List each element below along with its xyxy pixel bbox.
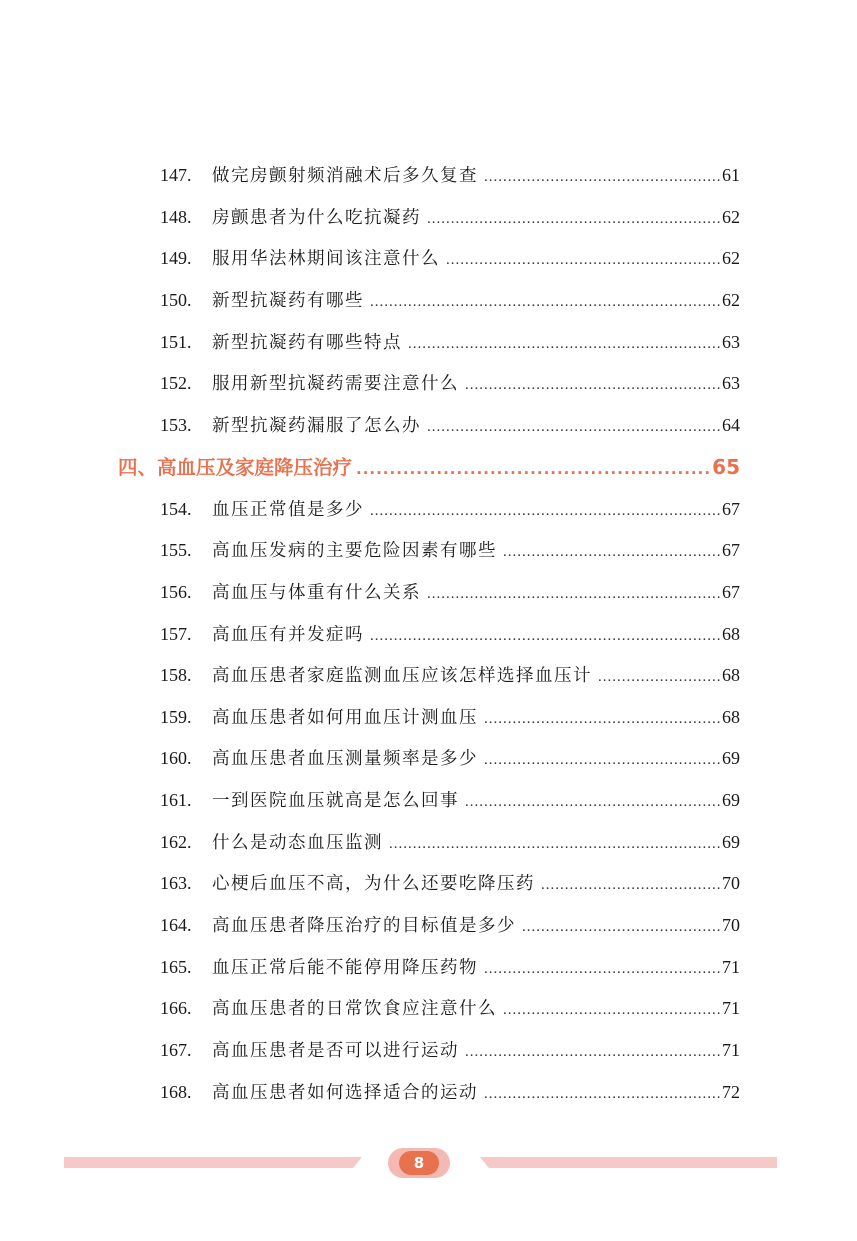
- entry-page: 71: [722, 957, 740, 977]
- leader-dots: [370, 294, 720, 311]
- leader-dots: [541, 877, 720, 894]
- entry-page: 64: [722, 415, 740, 435]
- section-page: 65: [712, 455, 740, 479]
- entry-title: 心梗后血压不高，为什么还要吃降压药: [212, 874, 535, 894]
- section-title: 四、高血压及家庭降压治疗: [118, 456, 353, 479]
- entry-page: 69: [722, 790, 740, 810]
- leader-dots: [389, 836, 720, 853]
- entry-number: 154.: [160, 499, 192, 519]
- entry-number: 152.: [160, 373, 192, 393]
- entry-page: 67: [722, 540, 740, 560]
- entry-page: 71: [722, 998, 740, 1018]
- entry-title: 服用华法林期间该注意什么: [212, 249, 440, 269]
- entry-number: 157.: [160, 624, 192, 644]
- leader-dots: [598, 669, 720, 686]
- leader-dots: [484, 752, 720, 769]
- entry-page: 67: [722, 499, 740, 519]
- leader-dots: [465, 1044, 720, 1061]
- entry-page: 68: [722, 665, 740, 685]
- entry-title: 高血压患者血压测量频率是多少: [212, 749, 478, 769]
- leader-dots: [484, 961, 720, 978]
- entry-page: 63: [722, 373, 740, 393]
- entry-title: 高血压患者如何用血压计测血压: [212, 708, 478, 728]
- toc-entry[interactable]: [160, 995, 740, 1025]
- entry-title: 高血压患者如何选择适合的运动: [212, 1083, 478, 1103]
- entry-number: 151.: [160, 332, 192, 352]
- entry-page: 70: [722, 873, 740, 893]
- entry-title: 新型抗凝药漏服了怎么办: [212, 416, 421, 436]
- footer-decor-bar-right: [480, 1157, 777, 1168]
- entry-page: 68: [722, 707, 740, 727]
- leader-dots: [503, 544, 720, 561]
- toc-entry[interactable]: [160, 745, 740, 775]
- entry-page: 63: [722, 332, 740, 352]
- entry-number: 153.: [160, 415, 192, 435]
- toc-entry[interactable]: [160, 579, 740, 609]
- entry-title: 做完房颤射频消融术后多久复查: [212, 166, 478, 186]
- leader-dots: [356, 460, 710, 478]
- page-number-badge: [388, 1148, 450, 1178]
- entry-title: 什么是动态血压监测: [212, 833, 383, 853]
- leader-dots: [370, 503, 720, 520]
- entry-number: 162.: [160, 832, 192, 852]
- leader-dots: [484, 1086, 720, 1103]
- entry-number: 163.: [160, 873, 192, 893]
- entry-number: 161.: [160, 790, 192, 810]
- entry-number: 164.: [160, 915, 192, 935]
- leader-dots: [427, 419, 720, 436]
- toc-entry[interactable]: [160, 912, 740, 942]
- entry-number: 155.: [160, 540, 192, 560]
- entry-page: 68: [722, 624, 740, 644]
- toc-entry[interactable]: [160, 1037, 740, 1067]
- leader-dots: [465, 794, 720, 811]
- entry-number: 165.: [160, 957, 192, 977]
- entry-page: 69: [722, 748, 740, 768]
- toc-entry[interactable]: [160, 787, 740, 817]
- toc-entry[interactable]: [160, 287, 740, 317]
- entry-title: 高血压患者的日常饮食应注意什么: [212, 999, 497, 1019]
- leader-dots: [408, 336, 720, 353]
- leader-dots: [503, 1002, 720, 1019]
- entry-title: 房颤患者为什么吃抗凝药: [212, 208, 421, 228]
- leader-dots: [484, 169, 720, 186]
- leader-dots: [522, 919, 720, 936]
- toc-entry[interactable]: [160, 1079, 740, 1109]
- leader-dots: [427, 211, 720, 228]
- entry-title: 高血压有并发症吗: [212, 625, 364, 645]
- entry-number: 166.: [160, 998, 192, 1018]
- toc-entry[interactable]: [160, 704, 740, 734]
- entry-page: 72: [722, 1082, 740, 1102]
- entry-page: 71: [722, 1040, 740, 1060]
- page-number: 8: [399, 1151, 439, 1175]
- entry-number: 147.: [160, 165, 192, 185]
- leader-dots: [465, 377, 720, 394]
- entry-number: 158.: [160, 665, 192, 685]
- entry-title: 高血压患者家庭监测血压应该怎样选择血压计: [212, 666, 592, 686]
- toc-entry[interactable]: [160, 621, 740, 651]
- entry-number: 156.: [160, 582, 192, 602]
- entry-page: 62: [722, 207, 740, 227]
- entry-title: 一到医院血压就高是怎么回事: [212, 791, 459, 811]
- toc-entry[interactable]: [160, 412, 740, 442]
- entry-title: 高血压发病的主要危险因素有哪些: [212, 541, 497, 561]
- entry-title: 服用新型抗凝药需要注意什么: [212, 374, 459, 394]
- entry-page: 61: [722, 165, 740, 185]
- toc-entry[interactable]: [160, 204, 740, 234]
- entry-number: 160.: [160, 748, 192, 768]
- toc-entry[interactable]: [160, 245, 740, 275]
- leader-dots: [484, 711, 720, 728]
- toc-entry[interactable]: [160, 496, 740, 526]
- entry-number: 148.: [160, 207, 192, 227]
- entry-number: 168.: [160, 1082, 192, 1102]
- section-heading[interactable]: [118, 452, 740, 484]
- entry-number: 167.: [160, 1040, 192, 1060]
- entry-page: 70: [722, 915, 740, 935]
- entry-title: 新型抗凝药有哪些: [212, 291, 364, 311]
- leader-dots: [370, 628, 720, 645]
- toc-entry[interactable]: [160, 954, 740, 984]
- leader-dots: [446, 252, 720, 269]
- entry-title: 血压正常值是多少: [212, 500, 364, 520]
- entry-page: 62: [722, 290, 740, 310]
- toc-entry[interactable]: [160, 662, 740, 692]
- toc-entry[interactable]: [160, 870, 740, 900]
- toc-entry[interactable]: [160, 162, 740, 192]
- entry-title: 高血压与体重有什么关系: [212, 583, 421, 603]
- footer-decor-bar-left: [64, 1157, 362, 1168]
- entry-page: 69: [722, 832, 740, 852]
- entry-title: 血压正常后能不能停用降压药物: [212, 958, 478, 978]
- toc-entry[interactable]: [160, 829, 740, 859]
- entry-number: 150.: [160, 290, 192, 310]
- toc-entry[interactable]: [160, 537, 740, 567]
- entry-page: 62: [722, 248, 740, 268]
- entry-page: 67: [722, 582, 740, 602]
- entry-number: 159.: [160, 707, 192, 727]
- leader-dots: [427, 586, 720, 603]
- toc-entry[interactable]: [160, 329, 740, 359]
- entry-title: 高血压患者降压治疗的目标值是多少: [212, 916, 516, 936]
- entry-title: 高血压患者是否可以进行运动: [212, 1041, 459, 1061]
- entry-title: 新型抗凝药有哪些特点: [212, 333, 402, 353]
- entry-number: 149.: [160, 248, 192, 268]
- toc-entry[interactable]: [160, 370, 740, 400]
